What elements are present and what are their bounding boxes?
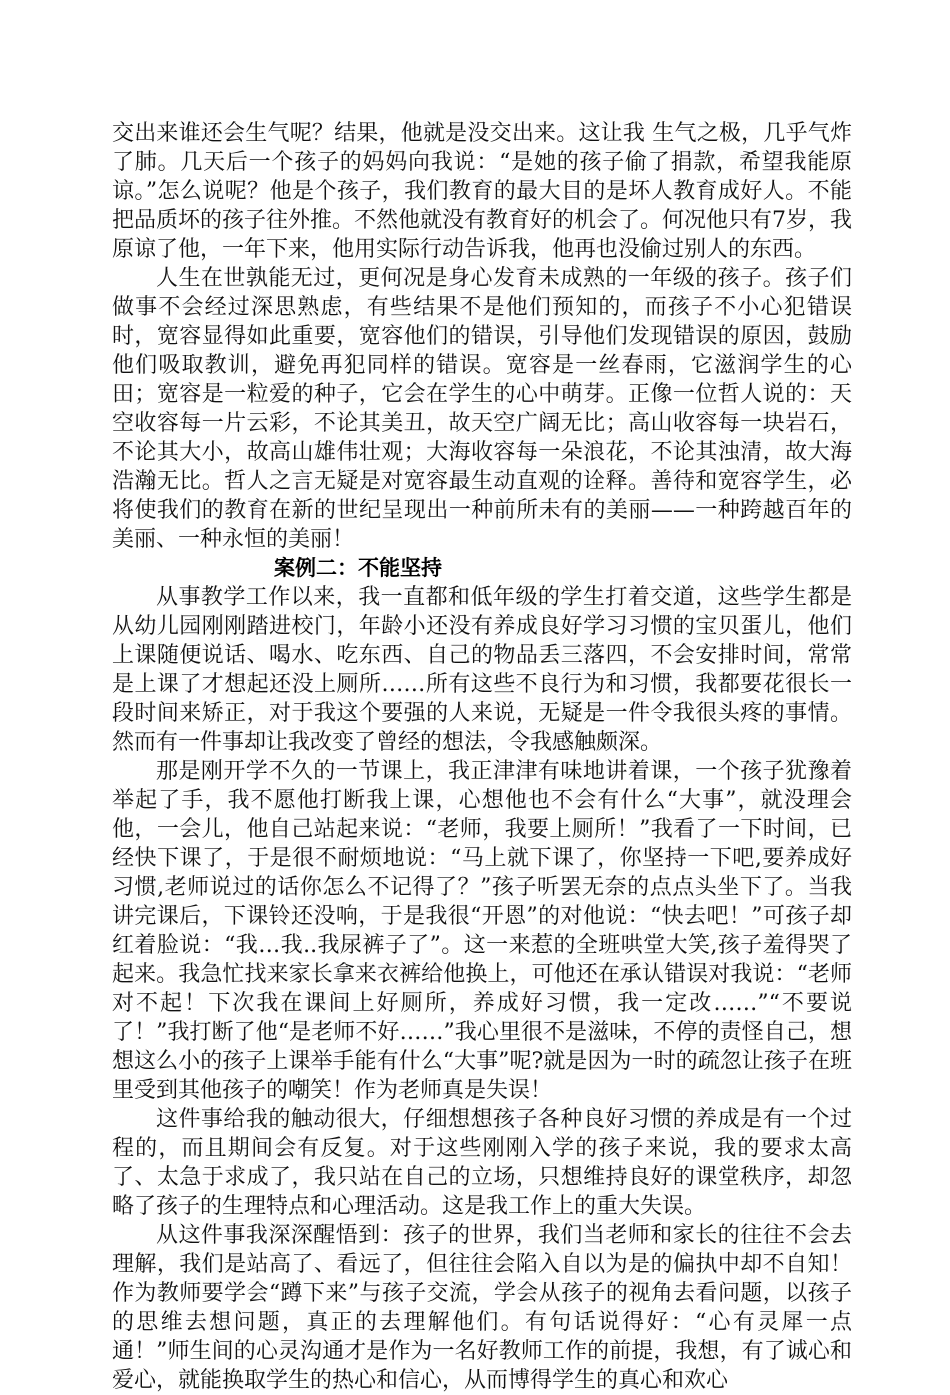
case-two-heading: 案例二：不能坚持	[274, 556, 442, 580]
document-page	[112, 119, 852, 1395]
paragraph-insight: 从这件事我深深醒悟到：孩子的世界，我们当老师和家长的往往不会去理解，我们是站高了、看远了，但往往会陷入自以为是的偏执中却不自知！作为教师要学会“蹲下来”与孩子交流，学会从孩子的视角去看问题，以孩子的思维去想问题，真正的去理解他们。有句话说得好：“心有灵犀一点通！”师生间的心灵沟通才是作为一名好教师工作的前提，我想，有了诚心和爱心，就能换取学生的热心和信心，从而博得学生的真心和欢心	[112, 1223, 852, 1393]
paragraph-continuation: 交出来谁还会生气呢？结果，他就是没交出来。这让我 生气之极，几乎气炸了肺。几天后一个孩子的妈妈向我说：“是她的孩子偷了捐款，希望我能原谅。”怎么说呢？他是个孩子，我们教育的最大目的是坏人教育成好人。不能把品质坏的孩子往外推。不然他就没有教育好的机会了。何况他只有7岁，我原谅了他，一年下来，他用实际行动告诉我，他再也没偷过别人的东西。	[112, 121, 852, 262]
paragraph-tolerance: 人生在世孰能无过，更何况是身心发育未成熟的一年级的孩子。孩子们做事不会经过深思熟虑，有些结果不是他们预知的，而孩子不小心犯错误时，宽容显得如此重要，宽容他们的错误，引导他们发现错误的原因，鼓励他们吸取教训，避免再犯同样的错误。宽容是一丝春雨，它滋润学生的心田；宽容是一粒爱的种子，它会在学生的心中萌芽。正像一位哲人说的：天空收容每一片云彩，不论其美丑，故天空广阔无比；高山收容每一块岩石，不论其大小，故高山雄伟壮观；大海收容每一朵浪花，不论其浊清，故大海浩瀚无比。哲人之言无疑是对宽容最生动直观的诠释。善待和宽容学生，必将使我们的教育在新的世纪呈现出一种前所未有的美丽——一种跨越百年的美丽、一种永恒的美丽！	[112, 266, 852, 552]
paragraph-reflection: 这件事给我的触动很大，仔细想想孩子各种良好习惯的养成是有一个过程的，而且期间会有反复。对于这些刚刚入学的孩子来说，我的要求太高了、太急于求成了，我只站在自己的立场，只想维持良好的课堂秩序，却忽略了孩子的生理特点和心理活动。这是我工作上的重大失误。	[112, 1107, 852, 1219]
paragraph-teaching-experience: 从事教学工作以来，我一直都和低年级的学生打着交道，这些学生都是从幼儿园刚刚踏进校门，年龄小还没有养成良好学习习惯的宝贝蛋儿，他们上课随便说话、喝水、吃东西、自己的物品丢三落四，不会安排时间，常常是上课了才想起还没上厕所……所有这些不良行为和习惯，我都要花很长一段时间来矫正，对于我这个要强的人来说，无疑是一件令我很头疼的事情。然而有一件事却让我改变了曾经的想法，令我感触颇深。	[112, 585, 852, 755]
paragraph-classroom-incident: 那是刚开学不久的一节课上，我正津津有味地讲着课，一个孩子犹豫着举起了手，我不愿他打断我上课，心想他也不会有什么“大事”，就没理会他，一会儿，他自己站起来说：“老师，我要上厕所！”我看了一下时间，已经快下课了，于是很不耐烦地说：“马上就下课了，你坚持一下吧,要养成好习惯,老师说过的话你怎么不记得了？”孩子听罢无奈的点点头坐下了。当我讲完课后，下课铃还没响，于是我很“开恩”的对他说：“快去吧！”可孩子却红着脸说：“我…我..我尿裤子了”。这一来惹的全班哄堂大笑,孩子羞得哭了起来。我急忙找来家长拿来衣裤给他换上，可他还在承认错误对我说：“老师对不起！下次我在课间上好厕所，养成好习惯，我一定改……”“不要说了！”我打断了他“是老师不好……”我心里很不是滋味，不停的责怪自己，想想这么小的孩子上课举手能有什么“大事”呢?就是因为一时的疏忽让孩子在班里受到其他孩子的嘲笑！作为老师真是失误！	[112, 759, 852, 1103]
